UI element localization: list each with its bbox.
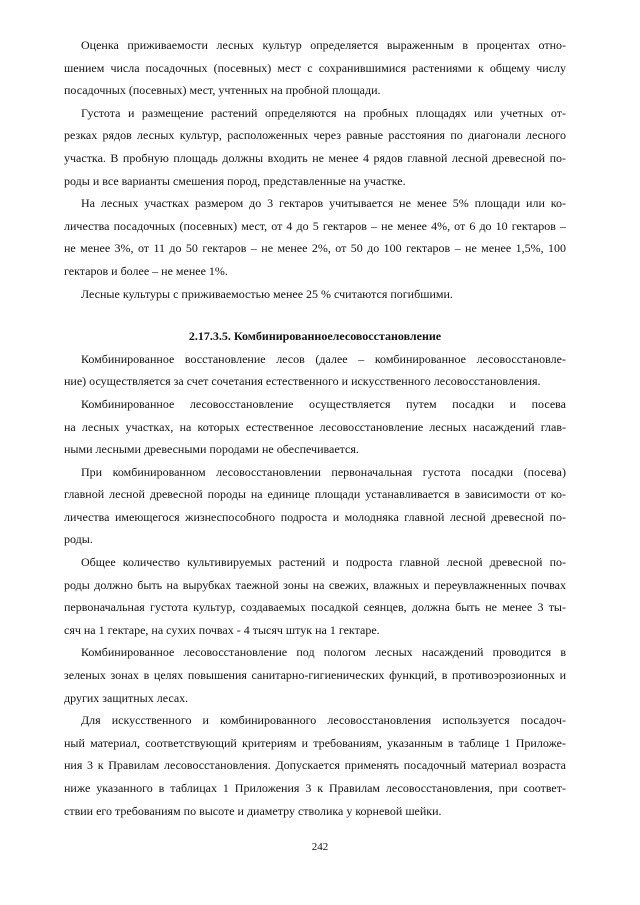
- paragraph: [64, 34, 566, 102]
- text-line: резках рядов лесных культур, расположенных через равные расстояния по диагонали лесного: [64, 128, 566, 143]
- text-line: личества посадочных (посевных) мест, от 4 до 5 гектаров – не менее 4%, от 6 до 10 гектаров –: [64, 218, 566, 233]
- text-line: Лесные культуры с приживаемостью менее 25 % считаются погибшими.: [81, 286, 453, 301]
- text-line: Общее количество культивируемых растений и подроста главной лесной древесной по-: [81, 555, 566, 570]
- text-line: Для искусственного и комбинированного лесовосстановления используется посадоч-: [81, 713, 566, 728]
- text-line: других защитных лесах.: [64, 690, 189, 705]
- text-line: ный материал, соответствующий критериям и требованиям, указанным в таблице 1 Приложе-: [64, 735, 566, 750]
- text-line: главной лесной древесной породы на единице площади устанавливается в зависимости от ко-: [64, 487, 566, 502]
- text-line: Комбинированное лесовосстановление осуществляется путем посадки и посева: [81, 396, 566, 411]
- page-content: [64, 34, 566, 822]
- text-line: ными лесными древесными породами не обеспечивается.: [64, 442, 359, 457]
- text-line: Густота и размещение растений определяются на пробных площадях или учетных от-: [81, 105, 566, 120]
- text-line: ствии его требованиям по высоте и диаметру стволика у корневой шейки.: [64, 803, 442, 818]
- text-line: ниже указанного в таблицах 1 Приложения 3 к Правилам лесовосстановления, при соответ-: [64, 781, 566, 795]
- paragraph: [64, 348, 566, 393]
- text-line: роды и все варианты смешения пород, представленные на участке.: [64, 173, 406, 188]
- text-line: участка. В пробную площадь должны входить не менее 4 рядов главной лесной древесной по-: [64, 150, 566, 165]
- text-line: шением числа посадочных (посевных) мест с сохранившимися растениями к общему числу: [64, 60, 566, 75]
- text-line: гектаров и более – не менее 1%.: [64, 263, 228, 278]
- paragraph: [64, 192, 566, 282]
- paragraph: [64, 461, 566, 551]
- paragraph: [64, 641, 566, 709]
- paragraph: [64, 709, 566, 822]
- paragraph: [64, 551, 566, 641]
- text-line: сяч на 1 гектаре, на сухих почвах - 4 тысяч штук на 1 гектаре.: [64, 622, 380, 637]
- page-number: 242: [311, 841, 329, 853]
- section-heading: 2.17.3.5. Комбинированноелесовосстановление: [188, 329, 442, 344]
- text-line: не менее 3%, от 11 до 50 гектаров – не менее 2%, от 50 до 100 гектаров – не менее 1,5%, 100: [64, 241, 566, 256]
- text-line: первоначальная густота культур, создаваемых посадкой сеянцев, должна быть не менее 3 ты-: [64, 600, 566, 615]
- text-line: посадочных (посевных) мест, учтенных на пробной площади.: [64, 83, 381, 98]
- paragraph: [64, 283, 566, 306]
- text-line: Оценка приживаемости лесных культур определяется выраженным в процентах отно-: [81, 38, 566, 52]
- text-line: Комбинированное лесовосстановление под пологом лесных насаждений проводится в: [81, 645, 566, 660]
- text-line: роды должно быть на вырубках таежной зоны на свежих, влажных и переувлажненных почвах: [64, 577, 566, 592]
- text-line: роды.: [64, 532, 93, 547]
- text-block-bottom: [64, 348, 566, 822]
- text-line: личества имеющегося жизнеспособного подроста и молодняка главной лесной древесной по-: [64, 509, 566, 524]
- text-line: зеленых зонах в целях повышения санитарно-гигиенических функций, в противоэрозионных и: [64, 668, 566, 683]
- text-line: ния 3 к Правилам лесовосстановления. Допускается применять посадочный материал возраста: [64, 758, 566, 773]
- text-block-top: [64, 34, 566, 305]
- text-line: При комбинированном лесовосстановлении первоначальная густота посадки (посева): [81, 464, 566, 479]
- text-line: на лесных участках, на которых естественное лесовосстановление лесных насаждений глав-: [64, 419, 566, 434]
- text-line: ние) осуществляется за счет сочетания естественного и искусственного лесовосстановления.: [64, 374, 541, 389]
- paragraph: [64, 102, 566, 192]
- spacer: [64, 305, 566, 325]
- text-line: На лесных участках размером до 3 гектаров учитывается не менее 5% площади или ко-: [81, 196, 566, 211]
- text-line: Комбинированное восстановление лесов (далее – комбинированное лесовосстановле-: [81, 351, 566, 366]
- paragraph: [64, 393, 566, 461]
